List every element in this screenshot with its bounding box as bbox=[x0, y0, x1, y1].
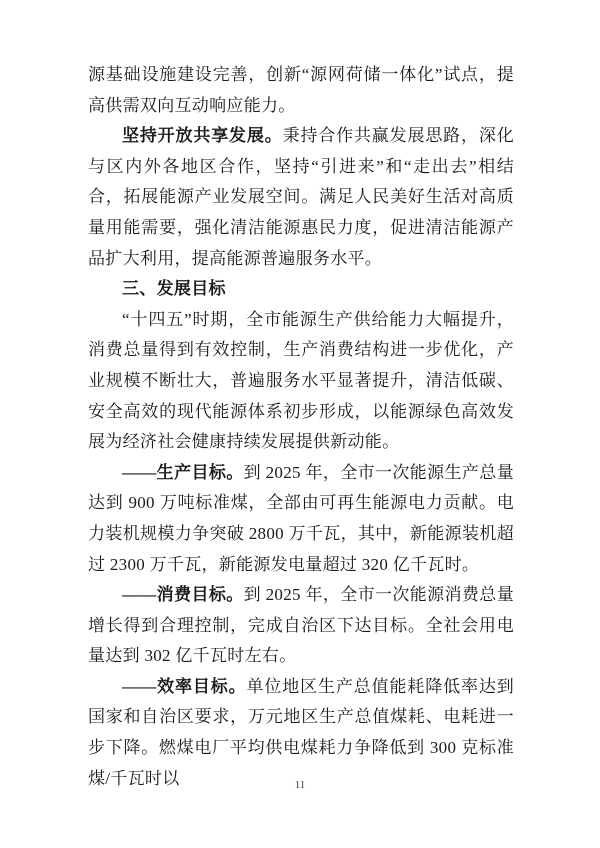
paragraph bbox=[88, 305, 514, 458]
paragraph bbox=[88, 458, 514, 580]
emphasis-text: 坚持开放共享发展。 bbox=[122, 126, 283, 146]
body-text: 源基础设施建设完善，创新“源网荷储一体化”试点，提高供需双向互动响应能力。 bbox=[88, 65, 514, 115]
paragraph bbox=[88, 672, 514, 794]
body-text: 到 2025 年，全市一次能源生产总量达到 900 万吨标准煤，全部由可再生能源电力贡献。电力装机规模力争突破 2800 万千瓦，其中，新能源装机超过 2300 万千瓦，新能源发电量超过 320 亿千瓦时。 bbox=[88, 462, 514, 574]
emphasis-text: ——效率目标。 bbox=[122, 676, 247, 696]
body-text: 秉持合作共赢发展思路，深化与区内外各地区合作，坚持“引进来”和“走出去”相结合，拓展能源产业发展空间。满足人民美好生活对高质量用能需要，强化清洁能源惠民力度，促进清洁能源产品扩大利用，提高能源普遍服务水平。 bbox=[88, 126, 515, 268]
document-body bbox=[88, 60, 514, 794]
section-heading bbox=[88, 274, 514, 305]
paragraph bbox=[88, 121, 514, 274]
body-text: 单位地区生产总值能耗降低率达到国家和自治区要求，万元地区生产总值煤耗、电耗进一步下降。燃煤电厂平均供电煤耗力争降低到 300 克标准煤/千瓦时以 bbox=[88, 676, 515, 788]
body-text: 到 2025 年，全市一次能源消费总量增长得到合理控制，完成自治区下达目标。全社会用电量达到 302 亿千瓦时左右。 bbox=[88, 585, 514, 666]
emphasis-text: ——消费目标。 bbox=[122, 585, 244, 605]
emphasis-text: 三、发展目标 bbox=[122, 279, 226, 299]
emphasis-text: ——生产目标。 bbox=[122, 462, 244, 482]
paragraph bbox=[88, 580, 514, 672]
body-text: “十四五”时期，全市能源生产供给能力大幅提升，消费总量得到有效控制，生产消费结构进一步优化，产业规模不断壮大，普遍服务水平显著提升，清洁低碳、安全高效的现代能源体系初步形成，以能源绿色高效发展为经济社会健康持续发展提供新动能。 bbox=[88, 309, 514, 452]
page-number: 11 bbox=[294, 779, 306, 791]
paragraph bbox=[88, 60, 514, 121]
